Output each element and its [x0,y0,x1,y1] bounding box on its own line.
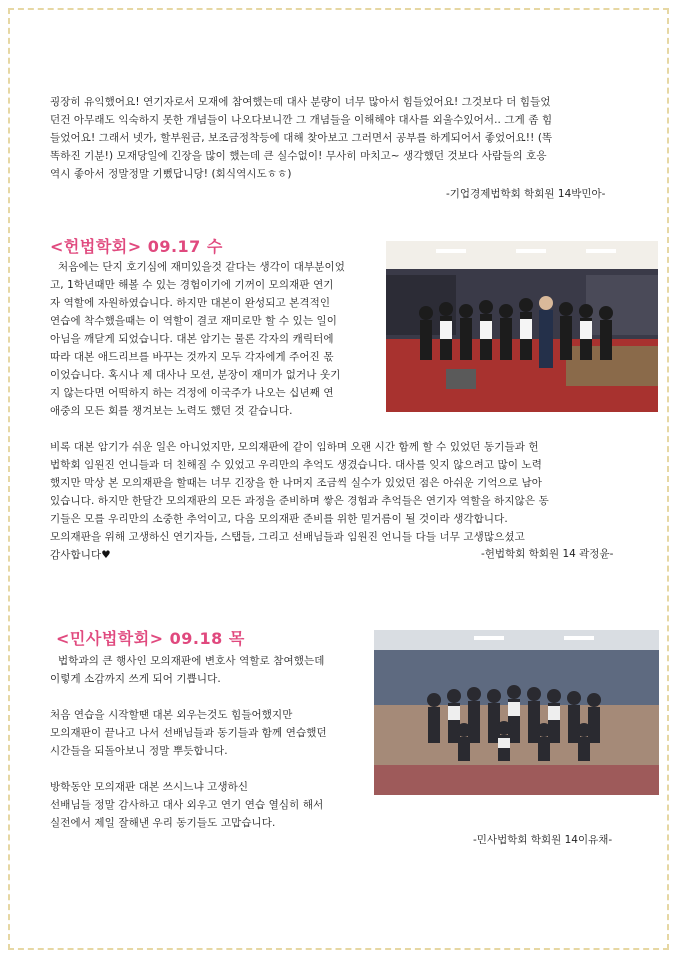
constitution-line: 애중의 모든 회를 챙겨보는 노력도 했던 것 같습니다. [50,405,293,417]
civil-signature: -민사법학회 학회원 14이유채- [473,834,613,846]
civil-line [50,760,372,778]
civil-line: 법학과의 큰 행사인 모의재판에 변호사 역할로 참여했는데 [58,655,325,667]
intro-line: 들었어요! 그래서 넷가, 할부원금, 보조금정착등에 대해 찾아보고 그러면서 공부를 하게되어서 좋었어요!! (똑 [50,132,553,144]
constitution-closing: 감사합니다 [50,549,102,561]
constitution-line: 고, 1학년때만 해볼 수 있는 경험이기에 기꺼이 모의재판 연기 [50,279,334,291]
civil-line [50,688,372,706]
intro-paragraph [50,93,640,183]
constitution-line: 자 역할에 자원하였습니다. 하지만 대본이 완성되고 본격적인 [50,297,331,309]
constitution-signature: -헌법학회 학회원 14 곽정윤- [481,548,614,560]
civil-heading: <민사법학회> 09.18 목 [56,629,245,648]
constitution-line: 처음에는 단지 호기심에 재미있을것 같다는 생각이 대부분이었 [58,261,345,273]
civil-line: 이렇게 소감까지 쓰게 되어 기쁩니다. [50,673,221,685]
civil-line: 모의재판이 끝나고 나서 선배님들과 동기들과 함께 연습했던 [50,727,327,739]
constitution-heading: <헌법학회> 09.17 수 [50,237,223,256]
constitution-line: 지 않는다면 어떡하지 하는 걱정에 이국주가 나오는 십년째 연 [50,387,334,399]
constitution-line: 연습에 착수했을때는 이 역할이 결코 재미로만 할 수 있는 일이 [50,315,338,327]
civil-line: 처음 연습을 시작할땐 대본 외우는것도 힘들어했지만 [50,709,293,721]
intro-line: 역시 좋아서 정말정말 기뻤답니당! (회식역시도ㅎㅎ) [50,168,292,180]
constitution-line: 기들은 모를 우리만의 소중한 추억이고, 다음 모의재판 준비를 위한 밑거름이 될 것이라 생각합니다. [50,513,508,525]
constitution-group-photo [386,241,658,412]
constitution-line: 있습니다. 하지만 한달간 모의재판의 모든 과정을 준비하며 쌓은 경험과 추억들은 연기자 역할을 하지않은 동 [50,495,549,507]
constitution-paragraph-top [50,258,385,420]
civil-group-photo [374,630,659,795]
intro-line: 굉장히 유익했어요! 연기자로서 모재에 참여했는데 대사 분량이 너무 많아서 힘들었어요! 그것보다 더 힘들었 [50,96,551,108]
civil-line: 방학동안 모의재판 대본 쓰시느냐 고생하신 [50,781,249,793]
intro-line: 똑하진 기분!) 모재당일에 긴장을 많이 했는데 큰 실수없이! 무사히 마치고~ 생각했던 것보다 사람들의 호응 [50,150,547,162]
constitution-line: 따라 대본 애드리브를 바꾸는 것까지 모두 각자에게 주어진 몫 [50,351,334,363]
constitution-line: 이었습니다. 혹시나 제 대사나 모션, 분장이 재미가 없거나 웃기 [50,369,341,381]
civil-line: 선배님들 정말 감사하고 대사 외우고 연기 연습 열심히 해서 [50,799,324,811]
constitution-line: 아님을 깨닫게 되었습니다. 대본 암기는 물론 각자의 캐릭터에 [50,333,334,345]
constitution-line: 모의재판을 위해 고생하신 연기자들, 스탭들, 그리고 선배님들과 임원진 언니들 다들 너무 고생많으셨고 [50,531,525,543]
civil-line: 실전에서 제일 잘해낸 우리 동기들도 고맙습니다. [50,817,276,829]
intro-signature: -기업경제법학회 학회원 14박민아- [446,188,606,200]
intro-line: 던건 아무래도 익숙하지 못한 개념들이 나오다보니깐 그 개념들을 이해해야 대사를 외울수있어서.. 그게 좀 힘 [50,114,553,126]
constitution-line: 비록 대본 암기가 쉬운 일은 아니었지만, 모의재판에 같이 임하며 오랜 시간 함께 할 수 있었던 동기들과 헌 [50,441,539,453]
civil-paragraph [50,652,372,832]
heart-icon: ♥ [101,549,111,561]
constitution-line: 법학회 임원진 언니들과 더 친해질 수 있었고 우리만의 추억도 생겼습니다. 대사를 잊지 않으려고 많이 노력 [50,459,543,471]
civil-line: 시간들을 되돌아보니 정말 뿌듯합니다. [50,745,228,757]
constitution-line: 했지만 막상 본 모의재판을 할때는 너무 긴장을 한 나머지 조금씩 실수가 있었던 점은 아쉬운 기억으로 남아 [50,477,543,489]
